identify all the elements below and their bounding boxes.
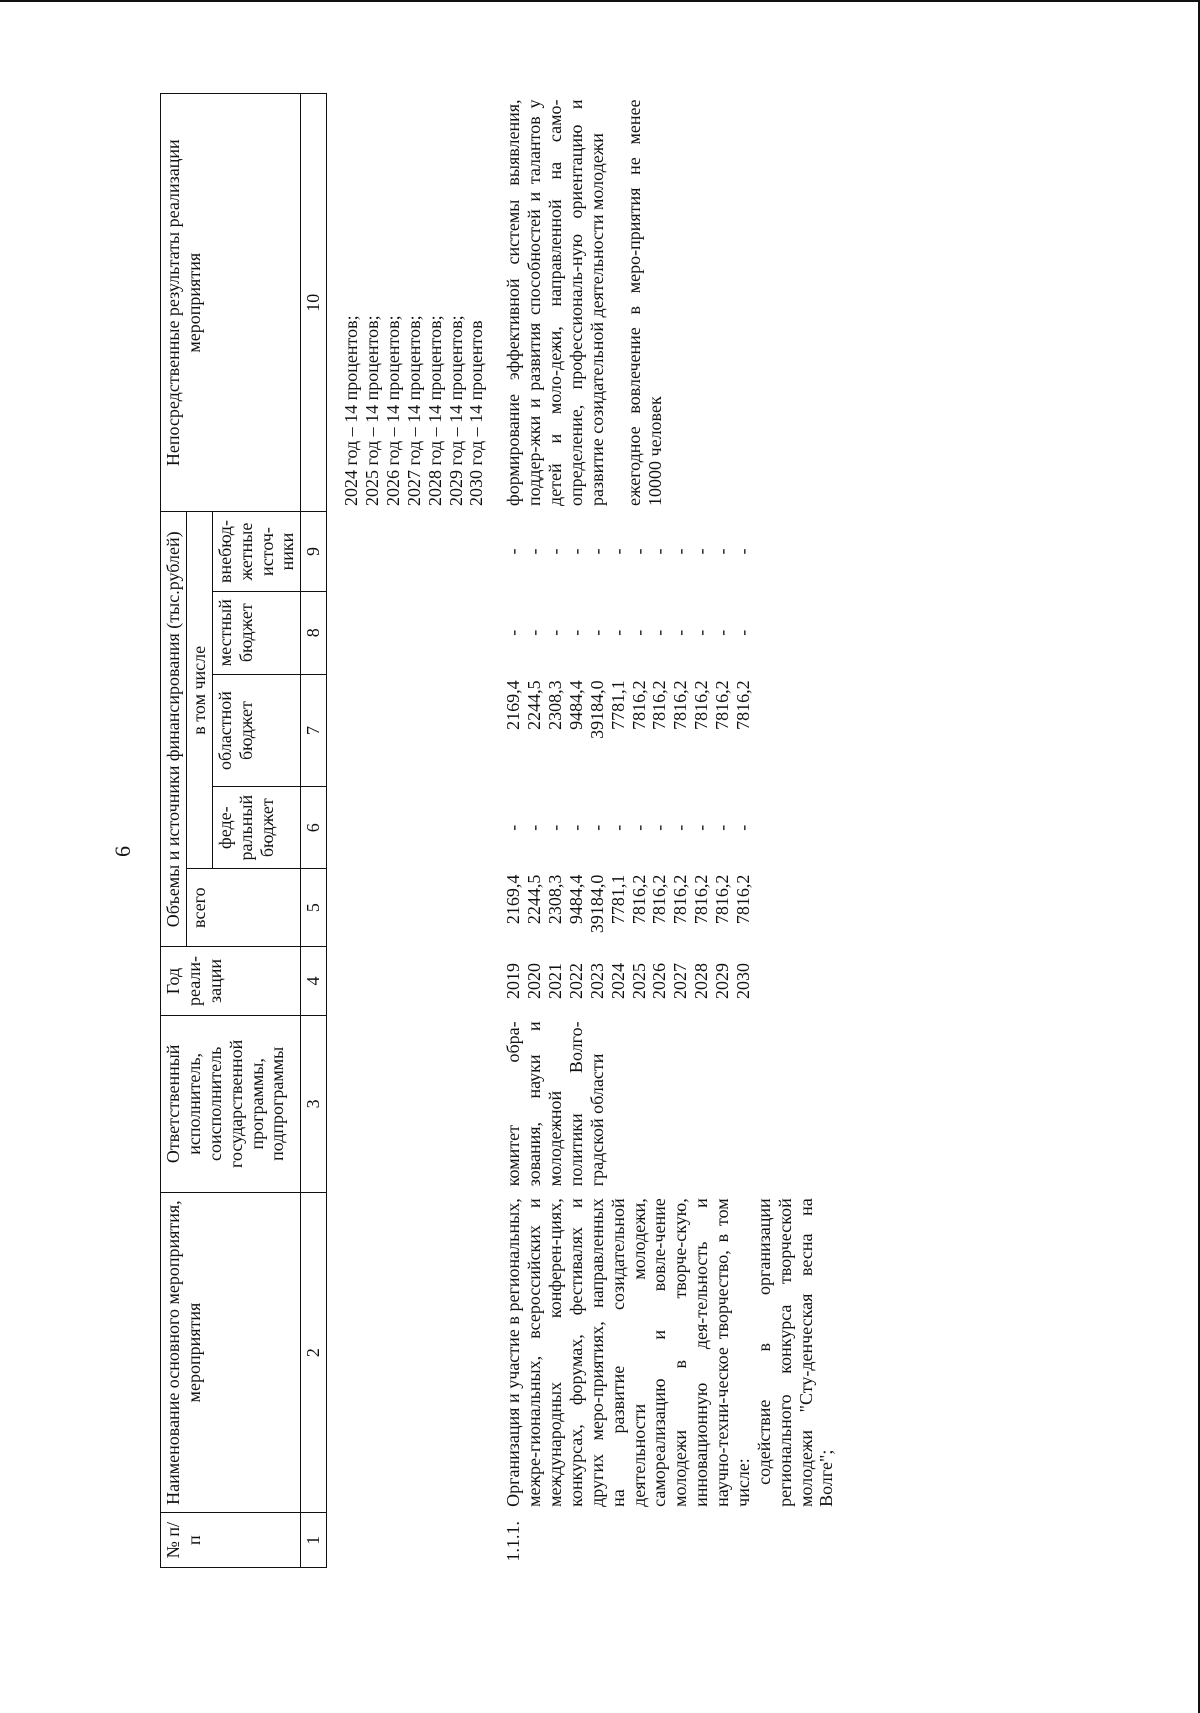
year-value: 2022 — [565, 963, 586, 1000]
local-value: - — [565, 629, 586, 636]
extrabudget-value: - — [524, 548, 545, 555]
federal-value: - — [691, 824, 712, 831]
header-local: местный бюджет — [212, 591, 301, 674]
header-number: № п/п — [161, 1513, 301, 1568]
extrabudget-value: - — [586, 548, 607, 555]
regional-value: 9484,4 — [565, 680, 586, 730]
result-line: 2026 год – 14 процентов; — [382, 315, 403, 506]
extrabudget-value: - — [670, 548, 691, 555]
federal-value: - — [503, 824, 524, 831]
result-line: 2030 год – 14 процентов — [466, 320, 487, 506]
local-value: - — [607, 629, 628, 636]
measure-name-cell — [489, 1192, 839, 1513]
regional-value: 7816,2 — [712, 680, 732, 730]
measure-number: 1.1.1. — [503, 1521, 524, 1562]
regional-value: 7816,2 — [732, 680, 753, 730]
year-value: 2030 — [732, 963, 753, 1000]
regional-value: 7816,2 — [670, 680, 691, 730]
carryover-row — [327, 94, 490, 1568]
header-year: Год реали-зации — [161, 947, 301, 1016]
federal-value: - — [545, 824, 565, 831]
column-number: 3 — [301, 1015, 327, 1192]
total-list — [489, 869, 839, 947]
result-line: 2025 год – 14 процентов; — [362, 315, 382, 506]
year-value: 2024 — [607, 963, 628, 1000]
result-line: 2028 год – 14 процентов; — [424, 315, 445, 506]
federal-value: - — [628, 824, 649, 831]
regional-value: 7781,1 — [607, 680, 628, 730]
column-number: 6 — [301, 787, 327, 869]
extrabudget-list — [489, 512, 839, 591]
header-executor: Ответственный исполнитель, соисполнитель государственной программы, подпрограммы — [161, 1015, 301, 1192]
local-value: - — [503, 629, 524, 636]
extrabudget-value: - — [607, 548, 628, 555]
regional-value: 2308,3 — [545, 680, 565, 730]
extrabudget-value: - — [691, 548, 712, 555]
regional-value: 7816,2 — [691, 680, 712, 730]
column-number: 9 — [301, 512, 327, 591]
federal-value: - — [712, 824, 732, 831]
result-extra: ежегодное вовлечение в меро-приятия не менее 10000 человек — [623, 99, 665, 506]
regional-list — [489, 674, 839, 786]
federal-value: - — [565, 824, 586, 831]
column-number: 5 — [301, 869, 327, 947]
year-value: 2023 — [586, 963, 607, 1000]
year-value: 2025 — [628, 963, 649, 1000]
carryover-results — [327, 94, 490, 512]
column-number: 7 — [301, 674, 327, 786]
column-number-row — [301, 94, 327, 1568]
regional-value: 39184,0 — [586, 680, 607, 739]
year-value: 2019 — [503, 963, 524, 1000]
result-line: 2027 год – 14 процентов; — [403, 315, 424, 506]
local-value: - — [670, 629, 691, 636]
local-value: - — [691, 629, 712, 636]
year-list — [489, 947, 839, 1016]
year-value: 2029 — [712, 963, 732, 1000]
extrabudget-value: - — [503, 548, 524, 555]
total-value: 7816,2 — [670, 874, 691, 925]
local-value: - — [649, 629, 670, 636]
extrabudget-value: - — [628, 548, 649, 555]
result-line: 2029 год – 14 процентов; — [445, 315, 466, 506]
local-value: - — [712, 629, 732, 636]
total-value: 2244,5 — [524, 874, 545, 925]
measure-results — [489, 94, 839, 512]
header-regional: областной бюджет — [212, 674, 301, 786]
federal-value: - — [524, 824, 545, 831]
extrabudget-value: - — [732, 548, 753, 555]
federal-value: - — [607, 824, 628, 831]
measure-executor: комитет обра-зования, науки и молодежной политики Волго-градской области — [503, 1021, 607, 1187]
page-number: 6 — [110, 846, 135, 857]
header-extrabudget: внебюд-жетные источ-ники — [212, 512, 301, 591]
extrabudget-value: - — [712, 548, 732, 555]
measure-subitem: содействие в организации регионального конкурса творческой молодежи "Сту-денческая весна на Волге"; — [753, 1198, 837, 1507]
total-value: 7816,2 — [712, 874, 732, 925]
total-value: 7781,1 — [607, 874, 628, 925]
result-line: 2024 год – 14 процентов; — [341, 315, 362, 506]
header-results: Непосредственные результаты реализации мероприятия — [161, 94, 301, 512]
total-value: 7816,2 — [691, 874, 712, 925]
year-value: 2020 — [524, 963, 545, 1000]
total-value: 9484,4 — [565, 874, 586, 925]
header-total: всего — [186, 869, 300, 947]
extrabudget-value: - — [545, 548, 565, 555]
local-value: - — [628, 629, 649, 636]
year-value: 2026 — [649, 963, 670, 1000]
local-value: - — [586, 629, 607, 636]
regional-value: 2244,5 — [524, 680, 545, 730]
total-value: 7816,2 — [732, 874, 753, 925]
header-financing: Объемы и источники финансирования (тыс.рублей) — [161, 512, 187, 947]
extrabudget-value: - — [649, 548, 670, 555]
year-value: 2027 — [670, 963, 691, 1000]
column-number: 8 — [301, 591, 327, 674]
total-value: 7816,2 — [628, 874, 649, 925]
measure-name: Организация и участие в региональных, межре-гиональных, всероссийских и международных конферен-циях, конкурсах, форумах, фестивалях и других меро-приятиях, направленных на развитие созидательной деятельности молодежи, самореализацию и вовле-чение молодежи в творче-скую, инновационную дея-тельность и научно-техни-ческое творчество, в том числе: — [503, 1198, 753, 1507]
total-value: 2308,3 — [545, 874, 565, 925]
regional-value: 2169,4 — [503, 680, 524, 730]
local-value: - — [732, 629, 753, 636]
local-list — [489, 591, 839, 674]
total-value: 7816,2 — [649, 874, 670, 925]
federal-value: - — [670, 824, 691, 831]
result-main: формирование эффективной системы выявления, поддер-жки и развития способностей и талантов у детей и моло-дежи, направленной на само-определение, профессиональ-ную ориентацию и развитие созидательной деятельности молодежи — [503, 99, 607, 506]
header-in-that-number: в том числе — [186, 512, 212, 869]
regional-value: 7816,2 — [649, 680, 670, 730]
table-header — [161, 94, 327, 1568]
federal-list — [489, 787, 839, 869]
regional-value: 7816,2 — [628, 680, 649, 730]
header-measure-name: Наименование основного мероприятия, мероприятия — [161, 1192, 301, 1513]
table-row — [489, 94, 839, 1568]
total-value: 2169,4 — [503, 874, 524, 925]
extrabudget-value: - — [565, 548, 586, 555]
program-table — [160, 93, 839, 1568]
year-value: 2028 — [691, 963, 712, 1000]
column-number: 2 — [301, 1192, 327, 1513]
local-value: - — [545, 629, 565, 636]
federal-value: - — [586, 824, 607, 831]
year-value: 2021 — [545, 963, 565, 1000]
federal-value: - — [732, 824, 753, 831]
column-number: 4 — [301, 947, 327, 1016]
result-gap — [608, 100, 624, 506]
header-federal: феде-ральный бюджет — [212, 787, 301, 869]
federal-value: - — [649, 824, 670, 831]
total-value: 39184,0 — [586, 874, 607, 934]
column-number: 10 — [301, 94, 327, 512]
column-number: 1 — [301, 1513, 327, 1568]
local-value: - — [524, 629, 545, 636]
